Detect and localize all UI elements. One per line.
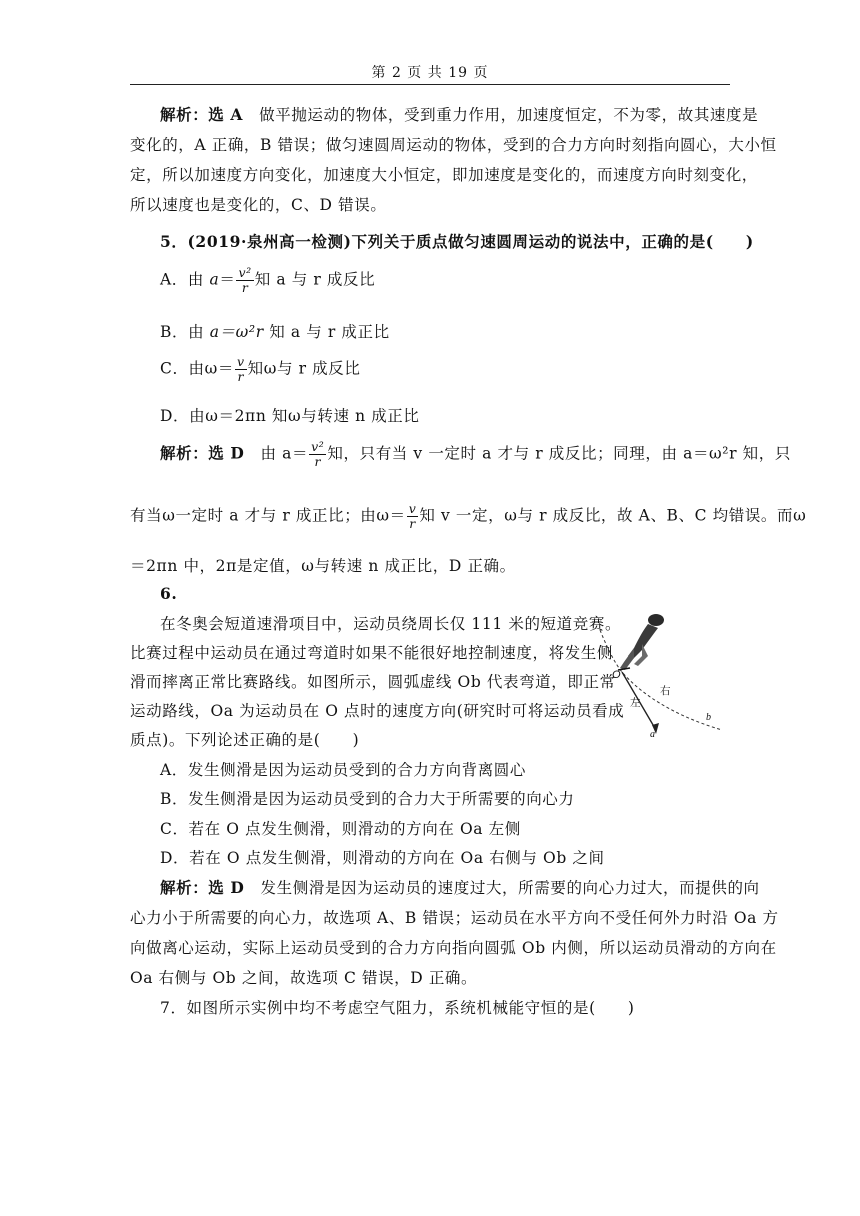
q5-option-b: B．由 a＝ω²r 知 a 与 r 成正比 bbox=[160, 323, 390, 341]
q6-solution-line-4: Oa 右侧与 Ob 之间，故选项 C 错误，D 正确。 bbox=[130, 969, 478, 987]
q5-solution-line-1: 解析：选 D 由 a＝ $\frac{\text{v²}}{r}$ 知，只有当 v 一定时 a 才与 r 成反比；同理，由 a＝ω²r 知，只 bbox=[160, 439, 791, 469]
q4-solution-lead: 解析：选 A bbox=[160, 105, 244, 124]
q4-solution-line-1: 解析：选 A 做平抛运动的物体，受到重力作用，加速度恒定，不为零，故其速度是 bbox=[160, 105, 759, 124]
speed-skating-figure bbox=[598, 610, 730, 740]
q5-option-c: C．由ω＝ $\frac{v}{r}$ 知ω与 r 成反比 bbox=[160, 354, 361, 384]
q6-stem-line-3: 滑而摔离正常比赛路线。如图所示，圆弧虚线 Ob 代表弯道，即正常 bbox=[130, 673, 616, 691]
q6-stem-line-4: 运动路线，Oa 为运动员在 O 点时的速度方向(研究时可将运动员看成 bbox=[130, 702, 625, 720]
header-rule bbox=[130, 84, 730, 85]
q6-option-c: C．若在 O 点发生侧滑，则滑动的方向在 Oa 左侧 bbox=[160, 820, 521, 838]
fraction-v2-r: $\frac{\text{v²}}{r}$ bbox=[238, 265, 252, 295]
fraction-v-r: $\frac{v}{r}$ bbox=[237, 354, 245, 384]
q5-option-a: A．由 a＝ $\frac{\text{v²}}{r}$ 知 a 与 r 成反比 bbox=[160, 265, 376, 295]
label-o: O bbox=[612, 669, 621, 681]
fraction-v2-r: $\frac{\text{v²}}{r}$ bbox=[311, 439, 325, 469]
q6-number: 6. bbox=[160, 584, 178, 603]
q5-solution-lead: 解析：选 D bbox=[160, 443, 245, 463]
q5-source: (2019·泉州高一检测) bbox=[187, 232, 352, 251]
skater-icon bbox=[618, 614, 664, 670]
q6-stem-line-5: 质点)。下列论述正确的是( ) bbox=[130, 731, 360, 749]
skating-track-diagram bbox=[598, 610, 730, 740]
fraction-v-r: $\frac{v}{r}$ bbox=[408, 501, 417, 531]
q6-option-a: A．发生侧滑是因为运动员受到的合力方向背离圆心 bbox=[160, 761, 526, 779]
q4-solution-line-4: 所以速度也是变化的，C、D 错误。 bbox=[130, 196, 387, 214]
q5-question: 5．(2019·泉州高一检测)下列关于质点做匀速圆周运动的说法中，正确的是( ) bbox=[160, 232, 754, 251]
page-number-header: 第 2 页 共 19 页 bbox=[371, 65, 489, 81]
q6-option-d: D．若在 O 点发生侧滑，则滑动的方向在 Oa 右侧与 Ob 之间 bbox=[160, 849, 605, 867]
q6-solution-line-3: 向做离心运动，实际上运动员受到的合力方向指向圆弧 Ob 内侧，所以运动员滑动的方向在 bbox=[130, 939, 777, 957]
q7-question: 7．如图所示实例中均不考虑空气阻力，系统机械能守恒的是( ) bbox=[160, 999, 635, 1017]
label-left: 左 bbox=[630, 697, 641, 709]
q6-stem-line-2: 比赛过程中运动员在通过弯道时如果不能很好地控制速度，将发生侧 bbox=[130, 644, 614, 662]
q6-solution-line-2: 心力小于所需要的向心力，故选项 A、B 错误；运动员在水平方向不受任何外力时沿 Oa 方 bbox=[130, 909, 779, 927]
label-b: b bbox=[706, 712, 711, 723]
q4-solution-line-2: 变化的，A 正确，B 错误；做匀速圆周运动的物体，受到的合力方向时刻指向圆心，大小恒 bbox=[130, 136, 777, 154]
label-right: 右 bbox=[660, 685, 671, 697]
q5-solution-line-3: ＝2πn 中，2π是定值，ω与转速 n 成正比，D 正确。 bbox=[130, 557, 516, 575]
label-a: a bbox=[650, 729, 655, 740]
q6-stem-line-1: 在冬奥会短道速滑项目中，运动员绕周长仅 111 米的短道竞赛。 bbox=[160, 615, 622, 633]
q5-solution-line-2: 有当ω一定时 a 才与 r 成正比；由ω＝ $\frac{v}{r}$ 知 v 一定，ω与 r 成反比，故 A、B、C 均错误。而ω bbox=[130, 501, 807, 531]
q6-option-b: B．发生侧滑是因为运动员受到的合力大于所需要的向心力 bbox=[160, 790, 575, 808]
q5-stem: 下列关于质点做匀速圆周运动的说法中，正确的是( ) bbox=[351, 232, 754, 251]
q4-solution-line-3: 定，所以加速度方向变化，加速度大小恒定，即加速度是变化的，而速度方向时刻变化， bbox=[130, 166, 758, 184]
q6-solution-lead: 解析：选 D bbox=[160, 878, 245, 897]
q5-option-d: D．由ω＝2πn 知ω与转速 n 成正比 bbox=[160, 407, 420, 425]
q6-solution-line-1: 解析：选 D 发生侧滑是因为运动员的速度过大，所需要的向心力过大，而提供的向 bbox=[160, 878, 760, 897]
